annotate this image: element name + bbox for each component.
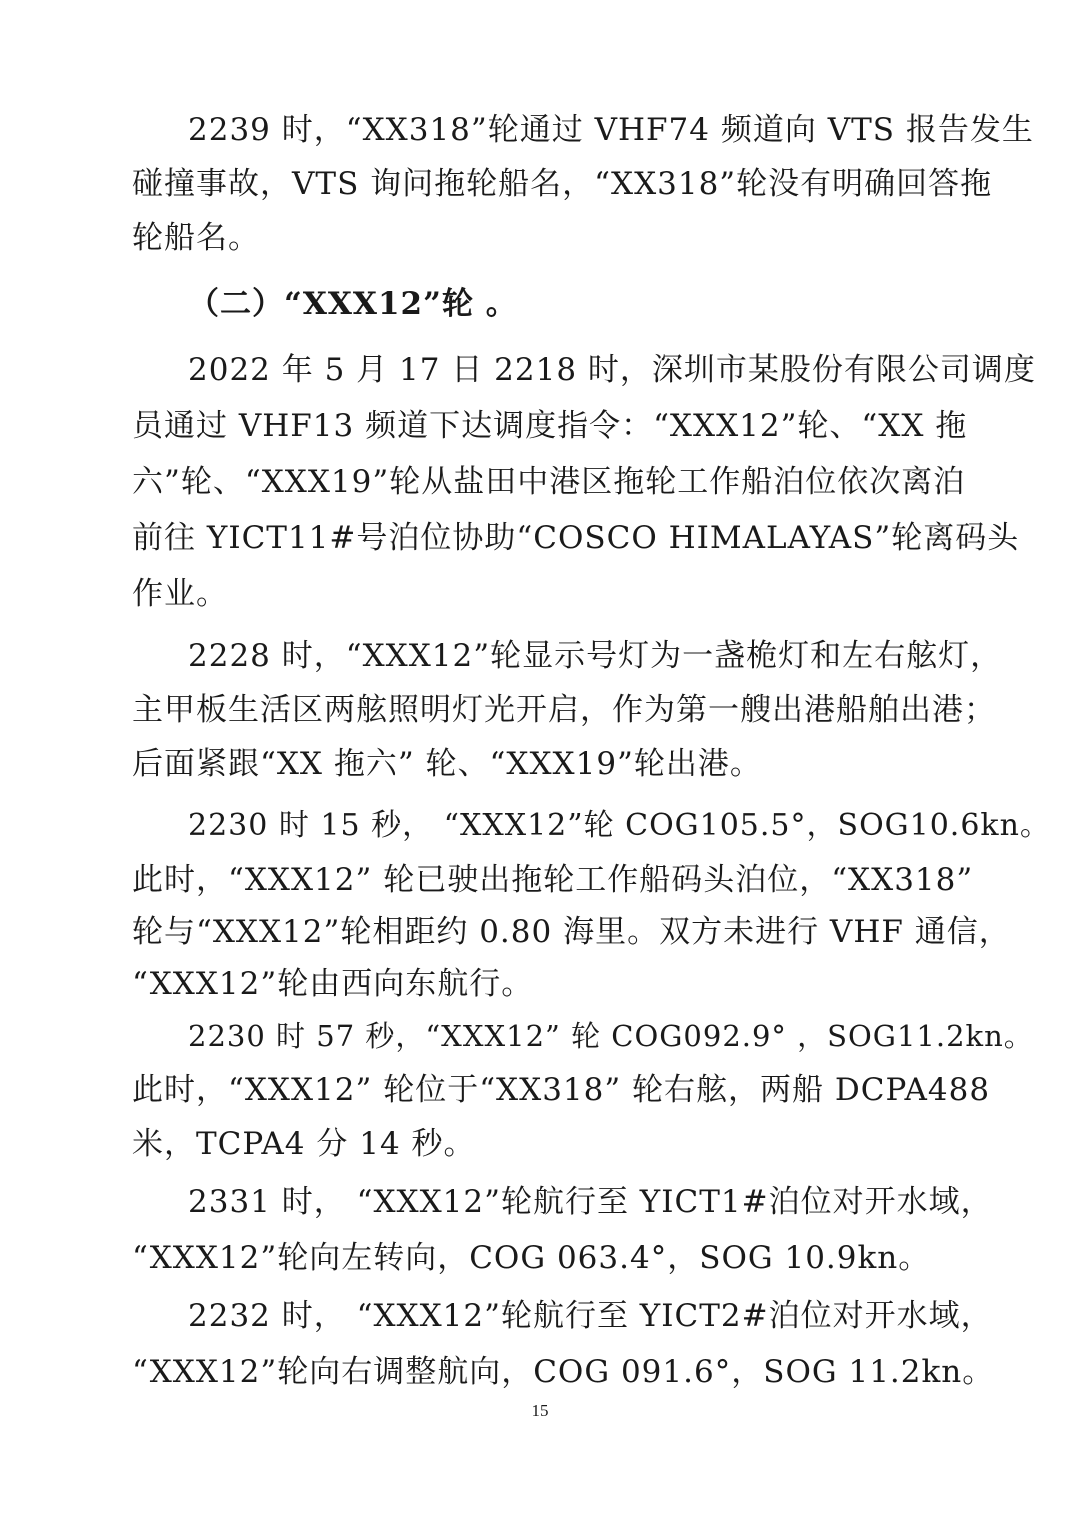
paragraph-line: 2232 时， “XXX12”轮航行至 YICT2#泊位对开水域， bbox=[188, 1298, 993, 1334]
paragraph-line: “XXX12”轮向右调整航向，COG 091.6°，SOG 11.2kn。 bbox=[132, 1354, 995, 1390]
paragraph-line: 2230 时 15 秒， “XXX12”轮 COG105.5°，SOG10.6kn。 bbox=[188, 808, 1051, 843]
paragraph-line: 轮与“XXX12”轮相距约 0.80 海里。双方未进行 VHF 通信， bbox=[132, 914, 1011, 950]
paragraph-line: 此时，“XXX12” 轮已驶出拖轮工作船码头泊位，“XX318” bbox=[132, 862, 974, 898]
paragraph-line: 碰撞事故，VTS 询问拖轮船名，“XX318”轮没有明确回答拖 bbox=[132, 166, 993, 202]
section-heading: （二）“XXX12”轮 。 bbox=[188, 286, 518, 322]
paragraph-line: 米，TCPA4 分 14 秒。 bbox=[132, 1126, 476, 1162]
paragraph-line: 2022 年 5 月 17 日 2218 时，深圳市某股份有限公司调度 bbox=[188, 352, 1036, 388]
paragraph-line: 2228 时，“XXX12”轮显示号灯为一盏桅灯和左右舷灯， bbox=[188, 638, 1003, 674]
paragraph-line: “XXX12”轮向左转向，COG 063.4°，SOG 10.9kn。 bbox=[132, 1240, 931, 1276]
paragraph-line: 前往 YICT11#号泊位协助“COSCO HIMALAYAS”轮离码头 bbox=[132, 520, 1020, 556]
paragraph-line: “XXX12”轮由西向东航行。 bbox=[132, 966, 534, 1002]
paragraph-line: 轮船名。 bbox=[132, 220, 260, 256]
paragraph-line: 六”轮、“XXX19”轮从盐田中港区拖轮工作船泊位依次离泊 bbox=[132, 464, 966, 500]
paragraph-line: 主甲板生活区两舷照明灯光开启，作为第一艘出港船舶出港； bbox=[132, 692, 996, 728]
paragraph-line: 此时，“XXX12” 轮位于“XX318” 轮右舷，两船 DCPA488 bbox=[132, 1072, 991, 1108]
paragraph-line: 2230 时 57 秒，“XXX12” 轮 COG092.9° ，SOG11.2kn。 bbox=[188, 1019, 1034, 1053]
paragraph-line: 2331 时， “XXX12”轮航行至 YICT1#泊位对开水域， bbox=[188, 1184, 993, 1220]
paragraph-line: 员通过 VHF13 频道下达调度指令：“XXX12”轮、“XX 拖 bbox=[132, 408, 968, 444]
paragraph-line: 后面紧跟“XX 拖六” 轮、“XXX19”轮出港。 bbox=[132, 746, 762, 782]
paragraph-line: 2239 时，“XX318”轮通过 VHF74 频道向 VTS 报告发生 bbox=[188, 112, 1034, 148]
paragraph-line: 作业。 bbox=[132, 576, 228, 612]
page-number: 15 bbox=[531, 1401, 549, 1420]
